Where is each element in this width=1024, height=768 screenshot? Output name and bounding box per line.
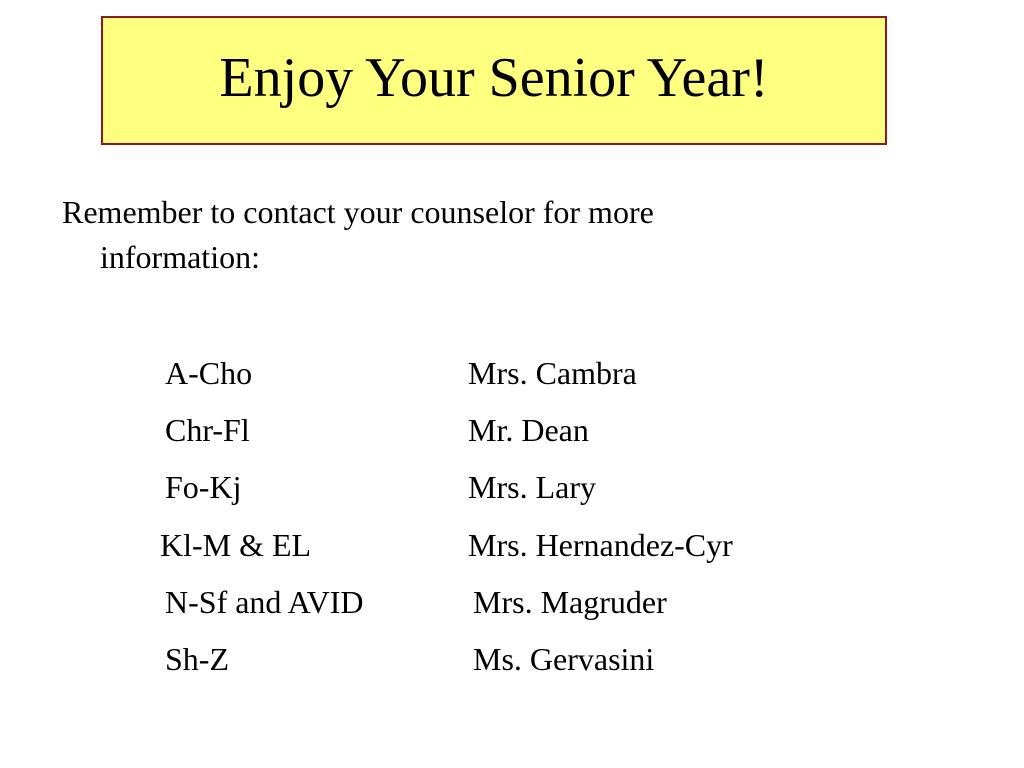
alpha-range: Sh-Z bbox=[165, 641, 229, 677]
title-box bbox=[101, 16, 887, 145]
counselor-row bbox=[0, 353, 1024, 393]
counselor-row bbox=[0, 582, 1024, 622]
counselor-name: Ms. Gervasini bbox=[473, 641, 655, 677]
intro-line-1: Remember to contact your counselor for more bbox=[62, 194, 654, 230]
alpha-range: Kl-M & EL bbox=[160, 527, 312, 563]
counselor-name: Mrs. Lary bbox=[468, 469, 596, 505]
counselor-row bbox=[0, 525, 1024, 565]
counselor-name: Mrs. Cambra bbox=[468, 355, 637, 391]
alpha-range: N-Sf and AVID bbox=[165, 584, 364, 620]
counselor-row bbox=[0, 467, 1024, 507]
counselor-row bbox=[0, 639, 1024, 679]
counselor-name: Mrs. Hernandez-Cyr bbox=[468, 527, 733, 563]
intro-line-2: information: bbox=[100, 239, 260, 275]
counselor-row bbox=[0, 410, 1024, 450]
slide-title: Enjoy Your Senior Year! bbox=[219, 46, 769, 109]
alpha-range: A-Cho bbox=[165, 355, 253, 391]
counselor-name: Mr. Dean bbox=[468, 412, 589, 448]
alpha-range: Fo-Kj bbox=[165, 469, 242, 505]
counselor-name: Mrs. Magruder bbox=[473, 584, 667, 620]
intro-paragraph bbox=[62, 190, 862, 280]
alpha-range: Chr-Fl bbox=[165, 412, 250, 448]
